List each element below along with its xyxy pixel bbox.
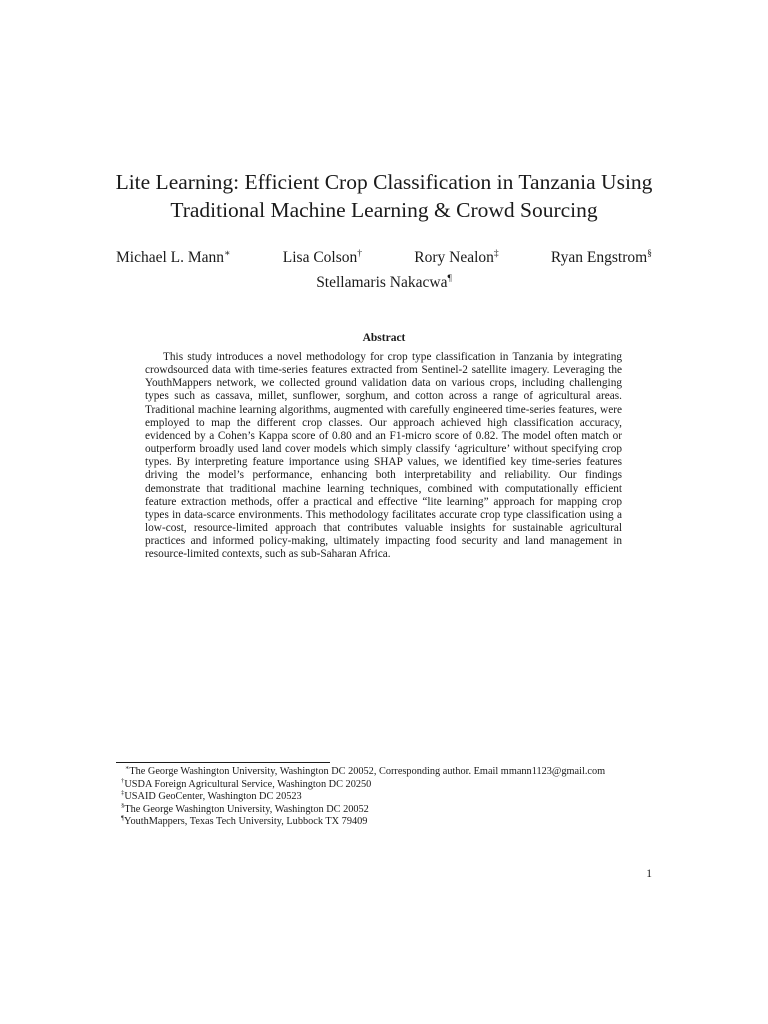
author-mann	[116, 248, 231, 268]
footnote-rule	[116, 762, 330, 763]
author-name: Lisa Colson	[282, 249, 358, 266]
footnote-mark: †	[121, 777, 125, 785]
footnote-text: YouthMappers, Texas Tech University, Lubbock TX 79409	[124, 816, 368, 828]
footnote-text: USDA Foreign Agricultural Service, Washington DC 20250	[124, 778, 372, 790]
author-name: Ryan Engstrom	[550, 249, 648, 266]
footnote-1	[116, 766, 653, 779]
footnote-4: ​ §The George Washington University, Washington DC 20052	[116, 802, 369, 815]
abstract-body: This study introduces a novel methodology for crop type classification in Tanzania by integrating crowdsourced data with time-series features extracted from Sentinel-2 satellite imagery. Leveraging the YouthMappers network, we collected ground validation data on various crops, including challenging types such as cassava, millet, sunflower, sorghum, and cotton across a range of agricultural areas. Traditional machine learning algorithms, augmented with carefully engineered time-series features, were employed to map the different crop classes. Our approach achieved high classification accuracy, evidenced by a Cohen’s Kappa score of 0.80 and an F1-micro score of 0.82. The model often match or outperform broadly used land cover models which simply classify ‘agriculture’ without specifying crop types. By interpreting feature importance using SHAP values, we identified key time-series features driving the model’s performance, enhancing both interpretability and reliability. Our findings demonstrate that traditional machine learning techniques, combined with computationally efficient feature extraction methods, offer a practical and effective “lite learning” approach for mapping crop types in data-scarce environments. This methodology facilitates accurate crop type classification using a low-cost, resource-limited approach that contributes valuable insights for sustainable agricultural practices and informed policy-making, ultimately impacting food security and land management in resource-limited contexts, such as sub-Saharan Africa.	[145, 351, 622, 561]
footnote-mark: ‡	[121, 789, 125, 797]
footnote-2: ​ †USDA Foreign Agricultural Service, Washington DC 20250	[116, 777, 372, 790]
author-colson	[283, 248, 362, 268]
paper-title	[60, 168, 708, 224]
footnote-3: ​ ‡USAID GeoCenter, Washington DC 20523	[116, 789, 302, 803]
author-mark: ¶	[447, 272, 452, 284]
footnote-5: ​ ¶YouthMappers, Texas Tech University, Lubbock TX 79409	[116, 814, 368, 828]
author-mark: §	[647, 247, 652, 259]
author-name: Rory Nealon	[414, 249, 494, 266]
title-line-2: Traditional Machine Learning & Crowd Sourcing	[170, 198, 598, 222]
footnote-text: USAID GeoCenter, Washington DC 20523	[124, 791, 302, 803]
footnotes	[116, 766, 653, 829]
author-mark: ‡	[493, 247, 499, 259]
author-mark: †	[357, 247, 363, 259]
author-list-row-2	[116, 273, 652, 293]
author-name: Stellamaris Nakacwa	[316, 274, 448, 291]
footnote-mark: ¶	[121, 814, 125, 822]
footnote-mark: §	[121, 802, 125, 810]
author-name: Michael L. Mann	[116, 249, 225, 266]
title-line-1: Lite Learning: Efficient Crop Classification in Tanzania Using	[115, 170, 653, 194]
author-nakacwa	[316, 274, 452, 291]
author-nealon	[414, 248, 498, 268]
author-list	[116, 248, 652, 268]
footnote-text: The George Washington University, Washington DC 20052	[124, 803, 369, 815]
footnote-text: The George Washington University, Washington DC 20052, Corresponding author. Email mmann1123@gmail.com	[129, 766, 606, 777]
author-mark: ∗	[224, 247, 231, 259]
footnote-mark: ∗	[125, 764, 130, 772]
abstract-heading: Abstract	[362, 332, 406, 344]
page-number: 1	[646, 868, 652, 880]
author-engstrom	[551, 248, 652, 268]
